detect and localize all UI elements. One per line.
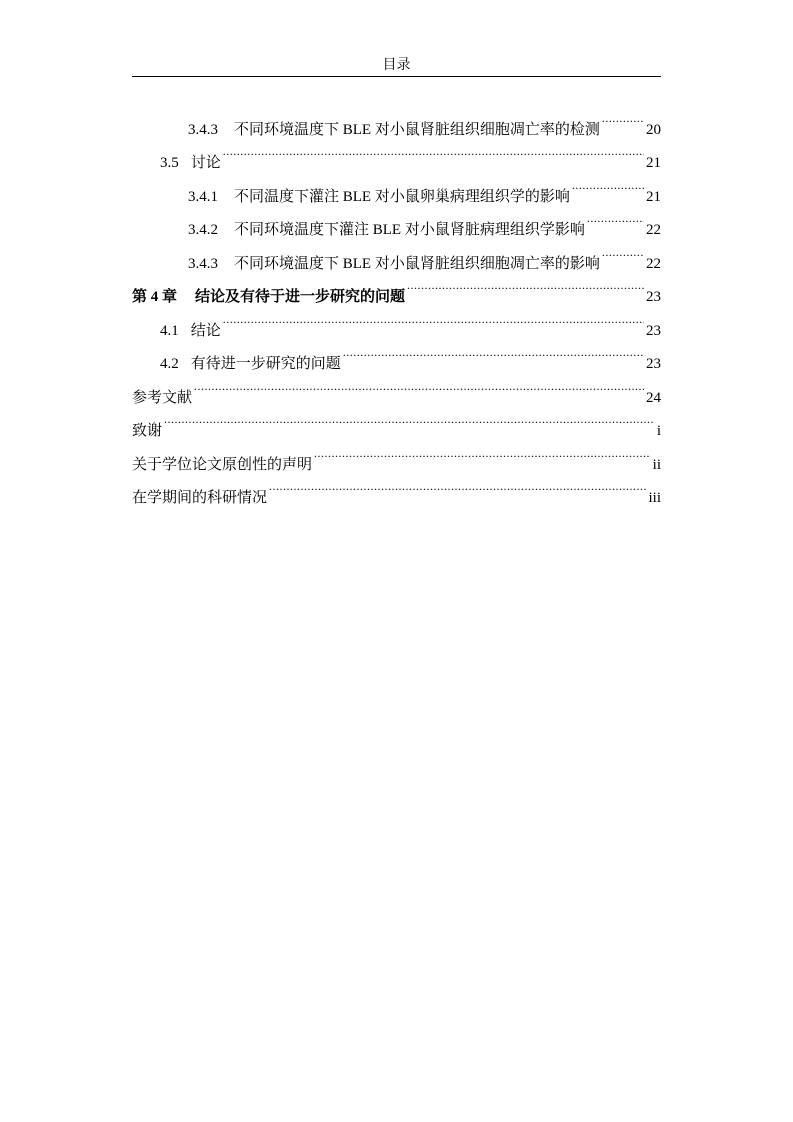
toc-dot-leader xyxy=(164,402,655,436)
toc-entry-page-number: 22 xyxy=(646,222,661,238)
toc-entry[interactable] xyxy=(132,435,661,473)
toc-entry-page-number: 21 xyxy=(646,155,661,171)
toc-entry-page-number: 22 xyxy=(646,255,661,272)
toc-entry-number: 3.4.3 xyxy=(188,121,218,138)
toc-dot-leader xyxy=(223,134,644,168)
toc-dot-leader xyxy=(194,368,644,402)
toc-entry-label: 不同环境温度下 BLE 对小鼠肾脏组织细胞凋亡率的影响 xyxy=(234,255,600,272)
table-of-contents xyxy=(132,100,661,506)
header-divider xyxy=(132,76,661,77)
toc-entry-label: 有待进一步研究的问题 xyxy=(190,356,341,372)
toc-entry-number: 4.1 xyxy=(160,322,179,339)
toc-entry-page-number: ii xyxy=(652,456,661,473)
toc-entry-page-number: 23 xyxy=(646,356,661,372)
toc-dot-leader xyxy=(602,234,644,268)
toc-entry-label: 致谢 xyxy=(132,423,163,439)
toc-entry-number: 3.4.1 xyxy=(188,188,218,205)
toc-entry-number: 3.4.2 xyxy=(188,222,218,238)
toc-entry-label: 在学期间的科研情况 xyxy=(132,490,268,506)
toc-dot-leader xyxy=(223,301,644,335)
toc-entry-page-number: 23 xyxy=(646,322,661,339)
toc-entry-label: 关于学位论文原创性的声明 xyxy=(132,456,313,473)
toc-dot-leader xyxy=(269,469,646,503)
toc-entry-page-number: 20 xyxy=(646,121,661,138)
toc-dot-leader xyxy=(587,201,644,235)
toc-dot-leader xyxy=(407,268,644,302)
toc-entry-label: 结论及有待于进一步研究的问题 xyxy=(195,289,406,305)
toc-entry-label: 讨论 xyxy=(190,155,221,171)
toc-entry[interactable] xyxy=(132,368,661,406)
toc-entry-page-number: 21 xyxy=(646,188,661,205)
toc-entry-number: 第 4 章 xyxy=(132,289,178,305)
toc-entry-page-number: 24 xyxy=(646,389,661,406)
page-header-title: 目录 xyxy=(382,58,411,73)
toc-dot-leader xyxy=(602,100,644,134)
toc-entry-page-number: i xyxy=(656,423,661,439)
toc-entry-number: 3.5 xyxy=(160,155,179,171)
toc-dot-leader xyxy=(314,435,651,469)
toc-dot-leader xyxy=(343,335,644,369)
toc-entry-label: 不同温度下灌注 BLE 对小鼠卵巢病理组织学的影响 xyxy=(234,188,570,205)
toc-entry-number: 3.4.3 xyxy=(188,255,218,272)
toc-entry-page-number: iii xyxy=(648,490,661,506)
toc-entry-label: 结论 xyxy=(190,322,221,339)
toc-entry[interactable] xyxy=(132,402,661,439)
toc-entry-number: 4.2 xyxy=(160,356,179,372)
toc-entry-label: 不同环境温度下灌注 BLE 对小鼠肾脏病理组织学影响 xyxy=(234,222,585,238)
toc-entry-label: 参考文献 xyxy=(132,389,193,406)
toc-entry-label: 不同环境温度下 BLE 对小鼠肾脏组织细胞凋亡率的检测 xyxy=(234,121,600,138)
toc-entry-page-number: 23 xyxy=(646,289,661,305)
toc-dot-leader xyxy=(572,167,644,201)
toc-entry[interactable] xyxy=(132,100,661,138)
